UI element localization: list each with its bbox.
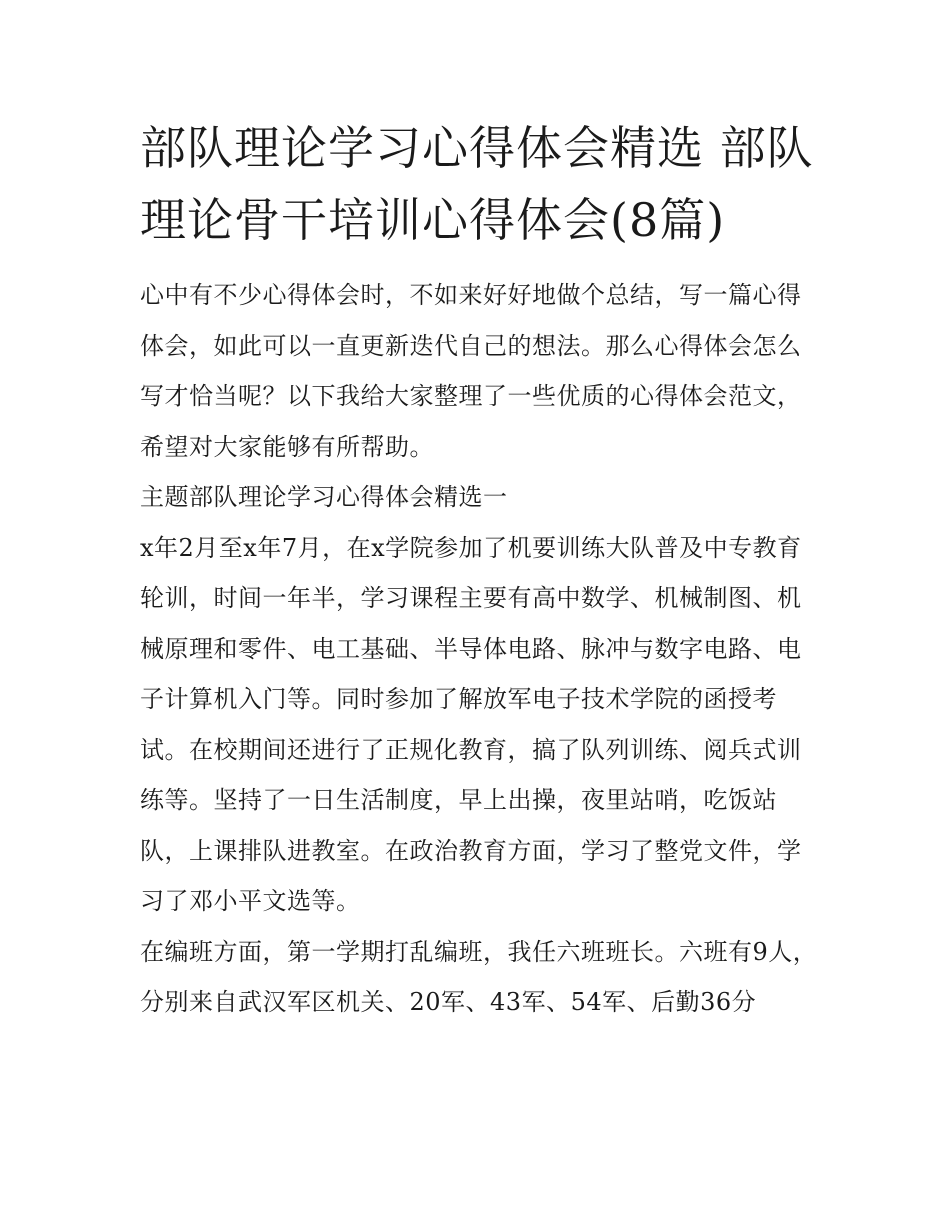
body-paragraph-2: 在编班方面，第一学期打乱编班，我任六班班长。六班有9人，分别来自武汉军区机关、20军、43军、54军、后勤36分 [140, 937, 818, 1016]
section-heading: 主题部队理论学习心得体会精选一 [140, 483, 508, 511]
intro-paragraph: 心中有不少心得体会时，不如来好好地做个总结，写一篇心得体会，如此可以一直更新迭代自己的想法。那么心得体会怎么写才恰当呢？以下我给大家整理了一些优质的心得体会范文，希望对大家能够有所帮助。 [140, 281, 802, 461]
body-paragraph-1: x年2月至x年7月，在x学院参加了机要训练大队普及中专教育轮训，时间一年半，学习课程主要有高中数学、机械制图、机械原理和零件、电工基础、半导体电路、脉冲与数字电路、电子计算机入门等。同时参加了解放军电子技术学院的函授考试。在校期间还进行了正规化教育，搞了队列训练、阅兵式训练等。坚持了一日生活制度，早上出操，夜里站哨，吃饭站队，上课排队进教室。在政治教育方面，学习了整党文件，学习了邓小平文选等。 [140, 533, 802, 915]
document-page [140, 112, 820, 1028]
document-title: 部队理论学习心得体会精选 部队理论骨干培训心得体会(8篇) [140, 121, 814, 247]
